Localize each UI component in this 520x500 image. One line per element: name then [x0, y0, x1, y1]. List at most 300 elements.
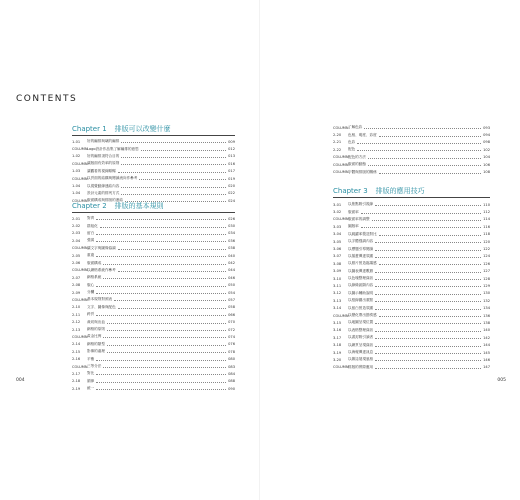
- toc-entry-title: 好的編排與壞的編排: [87, 139, 120, 144]
- toc-entry-page: 078: [228, 349, 235, 354]
- dot-leader: [103, 278, 226, 279]
- toc-entry-page: 038: [228, 246, 235, 251]
- dot-leader: [96, 256, 226, 257]
- chapter2-title: 排版的基本規則: [114, 202, 164, 210]
- toc-entry: [333, 168, 490, 175]
- toc-entry-number: 2-03: [72, 231, 81, 236]
- toc-entry: [72, 182, 235, 189]
- right-page: [260, 0, 520, 500]
- chapter1-heading: [72, 124, 171, 134]
- toc-entry-number: COLUMN: [72, 161, 88, 166]
- toc-entry-title: 黃金比例: [87, 334, 102, 339]
- dot-leader: [139, 179, 226, 180]
- toc-entry-page: 020: [228, 184, 235, 189]
- dot-leader: [96, 315, 226, 316]
- toc-entry-page: 057: [228, 297, 235, 302]
- toc-entry-number: COLUMN: [333, 170, 349, 175]
- dot-leader: [375, 250, 481, 251]
- toc-entry-number: 2-17: [72, 371, 81, 376]
- toc-entry: [72, 296, 235, 303]
- dot-leader: [121, 157, 226, 158]
- toc-entry-number: 3-06: [333, 247, 342, 252]
- toc-entry: [72, 175, 235, 182]
- toc-entry-number: 3-09: [333, 269, 342, 274]
- toc-entry-title: 文字、圖像與配色: [87, 304, 116, 309]
- toc-entry: [72, 237, 235, 244]
- dot-leader: [118, 308, 226, 309]
- toc-entry: [333, 216, 490, 223]
- toc-entry-number: 2-18: [72, 379, 81, 384]
- dot-leader: [96, 234, 226, 235]
- dot-leader: [364, 128, 481, 129]
- toc-entry: [333, 290, 490, 297]
- dot-leader: [375, 338, 481, 339]
- toc-entry-number: 3-02: [333, 210, 342, 215]
- toc-entry-number: 3-17: [333, 335, 342, 340]
- toc-entry-title: 以色塊整理資訊: [348, 276, 374, 281]
- toc-entry-title: 留白: [87, 230, 95, 235]
- toc-entry-title: 裁切與出血: [87, 319, 105, 324]
- toc-entry: [333, 131, 490, 138]
- dot-leader: [375, 286, 481, 287]
- toc-entry: [72, 311, 235, 318]
- toc-entry-page: 144: [483, 343, 490, 348]
- toc-entry: [72, 385, 235, 392]
- dot-leader: [379, 264, 481, 265]
- toc-entry-title: 版面構成: [87, 260, 102, 265]
- dot-leader: [375, 331, 481, 332]
- toc-entry-title: 色彩: [348, 139, 356, 144]
- toc-entry-title: 對比: [87, 371, 95, 376]
- chapter3-title: 排版的應用技巧: [375, 187, 425, 195]
- toc-entry-page: 036: [228, 238, 235, 243]
- toc-entry-title: 網格系統: [87, 275, 102, 280]
- chapter1-list: [72, 138, 235, 205]
- toc-entry: [333, 334, 490, 341]
- toc-entry: [333, 238, 490, 245]
- toc-entry-title: 圖版率: [348, 224, 359, 229]
- toc-entry-number: 3-07: [333, 254, 342, 259]
- toc-entry-page: 088: [228, 379, 235, 384]
- toc-entry-title: 三等分法: [87, 364, 102, 368]
- toc-entry-title: 版心: [87, 282, 95, 287]
- toc-entry-title: 字體與排版的關係: [348, 169, 377, 174]
- toc-entry-page: 017: [228, 169, 235, 174]
- toc-entry-title: 版面構成與排版的連結: [87, 198, 123, 203]
- toc-entry-page: 090: [228, 386, 235, 391]
- toc-entry-title: 以框線圍出重點: [348, 298, 374, 303]
- dot-leader: [375, 353, 481, 354]
- toc-entry-page: 024: [228, 198, 235, 203]
- toc-entry: [72, 326, 235, 333]
- toc-entry-number: 3-15: [333, 320, 342, 325]
- toc-entry: [333, 124, 490, 131]
- dot-leader: [103, 264, 226, 265]
- dot-leader: [375, 257, 481, 258]
- toc-entry-title: 統一: [87, 386, 95, 391]
- toc-entry-page: 094: [483, 133, 490, 138]
- toc-entry-page: 108: [483, 170, 490, 175]
- toc-entry-number: COLUMN: [72, 147, 88, 152]
- dot-leader: [96, 241, 226, 242]
- toc-entry-number: COLUMN: [72, 246, 88, 251]
- toc-entry-title: 韻律: [87, 378, 95, 383]
- toc-entry-title: 設計元素的排列方式: [87, 190, 120, 195]
- toc-entry-number: 2-15: [72, 349, 81, 354]
- dot-leader: [96, 360, 226, 361]
- toc-entry-number: COLUMN: [333, 162, 349, 167]
- toc-entry-page: 122: [483, 247, 490, 252]
- toc-entry-title: 以視覺動線連結內容: [87, 183, 120, 188]
- toc-entry-number: COLUMN: [72, 364, 88, 369]
- toc-entry-title: 分欄: [87, 290, 95, 295]
- toc-entry-title: 以網格系統作參考: [87, 267, 116, 272]
- toc-entry: [333, 349, 490, 356]
- toc-entry: [333, 139, 490, 146]
- toc-entry: [333, 341, 490, 348]
- toc-entry-page: 116: [483, 224, 490, 229]
- toc-entry-title: 基本規則對照表: [87, 297, 113, 302]
- toc-entry-title: 好的編排須符合目的: [87, 153, 120, 158]
- toc-entry: [72, 318, 235, 325]
- toc-entry-number: COLUMN: [333, 365, 349, 370]
- dot-leader: [121, 142, 226, 143]
- toc-entry-title: 以線條區隔內容: [348, 283, 374, 288]
- toc-entry-page: 042: [228, 261, 235, 266]
- toc-entry: [72, 215, 235, 222]
- chapter3-label: Chapter 3: [333, 187, 368, 195]
- toc-entry-title: 強弱: [87, 238, 95, 243]
- toc-entry-title: 讓文字與圖像協調: [87, 245, 116, 250]
- toc-entry-page: 146: [483, 357, 490, 362]
- dot-leader: [375, 346, 481, 347]
- toc-entry-page: 046: [228, 275, 235, 280]
- toc-entry-title: 了解色彩: [348, 125, 363, 130]
- toc-entry-page: 129: [483, 283, 490, 288]
- toc-entry-title: 配色的方法: [348, 154, 366, 159]
- toc-entry-page: 016: [228, 161, 235, 166]
- chapter1-label: Chapter 1: [72, 125, 107, 133]
- toc-entry-page: 118: [483, 232, 490, 237]
- dot-leader: [375, 323, 481, 324]
- toc-entry-number: 2-16: [72, 357, 81, 362]
- toc-entry: [333, 319, 490, 326]
- toc-entry: [333, 282, 490, 289]
- toc-entry-number: 3-08: [333, 261, 342, 266]
- toc-entry: [72, 168, 235, 175]
- toc-entry: [333, 161, 490, 168]
- toc-entry-page: 050: [228, 283, 235, 288]
- dot-leader: [121, 187, 226, 188]
- toc-entry-title: 以跳躍率製造對比: [348, 231, 377, 236]
- toc-entry-title: 以留白營造氛圍: [348, 305, 374, 310]
- toc-entry: [72, 348, 235, 355]
- toc-entry-page: 112: [483, 210, 490, 215]
- toc-entry: [333, 364, 490, 371]
- toc-entry: [333, 201, 490, 208]
- dot-leader: [379, 316, 481, 317]
- toc-entry-title: 以焦點吸引視線: [348, 202, 374, 207]
- dot-leader: [375, 272, 481, 273]
- toc-entry-title: 重複: [87, 253, 95, 258]
- toc-entry-page: 128: [483, 276, 490, 281]
- dot-leader: [96, 293, 226, 294]
- toc-entry-page: 124: [483, 254, 490, 259]
- toc-entry-title: 版面率: [348, 209, 359, 214]
- toc-entry: [72, 259, 235, 266]
- contents-title: CONTENTS: [16, 94, 78, 104]
- toc-entry-number: 3-04: [333, 232, 342, 237]
- dot-leader: [361, 227, 481, 228]
- toc-entry: [72, 245, 235, 252]
- toc-entry-title: 以字體強調內容: [348, 239, 374, 244]
- toc-entry: [72, 370, 235, 377]
- toc-entry: [333, 304, 490, 311]
- toc-entry-title: 以變化帶出節奏感: [348, 313, 377, 318]
- toc-entry-number: COLUMN: [72, 297, 88, 302]
- toc-entry-number: COLUMN: [72, 198, 88, 203]
- toc-entry-number: 3-16: [333, 328, 342, 333]
- toc-entry-number: 3-05: [333, 239, 342, 244]
- toc-entry-page: 054: [228, 290, 235, 295]
- toc-entry: [333, 356, 490, 363]
- dot-leader: [118, 249, 226, 250]
- toc-entry-page: 040: [228, 253, 235, 258]
- toc-entry-page: 138: [483, 320, 490, 325]
- toc-entry-page: 022: [228, 191, 235, 196]
- toc-entry-number: 2-07: [72, 275, 81, 280]
- toc-entry-number: COLUMN: [333, 155, 349, 160]
- chapter2-list: [72, 215, 235, 392]
- toc-entry: [333, 223, 490, 230]
- toc-entry-page: 076: [228, 342, 235, 347]
- toc-entry-title: 排版的實際應用: [348, 364, 374, 369]
- toc-entry-number: 2-09: [72, 290, 81, 295]
- toc-entry-page: 030: [228, 224, 235, 229]
- toc-entry-number: 2-01: [72, 216, 81, 221]
- toc-entry-title: 版面率的調整: [348, 216, 370, 221]
- dot-leader: [375, 294, 481, 295]
- toc-entry-number: 3-12: [333, 291, 342, 296]
- toc-entry: [72, 252, 235, 259]
- dot-leader: [372, 220, 482, 221]
- toc-entry-page: 009: [228, 139, 235, 144]
- toc-entry: [333, 312, 490, 319]
- toc-entry-page: 130: [483, 291, 490, 296]
- toc-entry: [333, 268, 490, 275]
- toc-entry-title: 配色: [348, 147, 356, 152]
- dot-leader: [96, 374, 226, 375]
- toc-entry-page: 106: [483, 162, 490, 167]
- toc-entry-number: 1-02: [72, 154, 81, 159]
- toc-entry-title: 網格的類型: [87, 341, 105, 346]
- toc-entry-number: 1-04: [72, 191, 81, 196]
- toc-entry-page: 084: [228, 371, 235, 376]
- toc-entry-page: 072: [228, 327, 235, 332]
- toc-entry: [333, 275, 490, 282]
- toc-entry: [333, 245, 490, 252]
- dot-leader: [107, 323, 226, 324]
- toc-entry-number: 2-08: [72, 283, 81, 288]
- toc-entry: [333, 327, 490, 334]
- dot-leader: [368, 158, 481, 159]
- left-page-number: 004: [16, 378, 25, 383]
- toc-entry-page: 126: [483, 261, 490, 266]
- toc-entry-number: 2-04: [72, 238, 81, 243]
- toc-entry: [72, 138, 235, 145]
- toc-entry: [72, 160, 235, 167]
- toc-entry: [72, 282, 235, 289]
- toc-entry-title: 群組化: [87, 223, 98, 228]
- toc-entry-number: COLUMN: [72, 268, 88, 273]
- toc-entry-number: 2-05: [72, 253, 81, 258]
- toc-entry-title: 讓觀看的視線順暢: [87, 168, 116, 173]
- dot-leader: [375, 360, 481, 361]
- dot-leader: [118, 172, 226, 173]
- toc-entry-page: 127: [483, 269, 490, 274]
- dot-leader: [141, 150, 226, 151]
- toc-entry-page: 104: [483, 155, 490, 160]
- dot-leader: [357, 150, 481, 151]
- chapter1-rule: [72, 135, 235, 136]
- toc-entry-number: 3-03: [333, 224, 342, 229]
- toc-entry-page: 098: [483, 140, 490, 145]
- toc-entry-number: 2-14: [72, 342, 81, 347]
- chapter3-heading: [333, 186, 425, 196]
- toc-entry-title: 以圖示輔助說明: [348, 290, 374, 295]
- toc-entry-number: 2-10: [72, 305, 81, 310]
- dot-leader: [375, 368, 481, 369]
- dot-leader: [121, 164, 226, 165]
- toc-entry-title: 讓版面有效率的原則: [87, 161, 120, 166]
- toc-entry-number: COLUMN: [333, 217, 349, 222]
- dot-leader: [107, 352, 226, 353]
- toc-entry-page: 026: [228, 216, 235, 221]
- dot-leader: [107, 345, 226, 346]
- toc-entry-page: 110: [483, 202, 490, 207]
- chapter3-rule: [333, 197, 490, 198]
- dot-leader: [379, 136, 481, 137]
- dot-leader: [375, 242, 481, 243]
- chapter3-list: [333, 201, 490, 371]
- toc-entry-title: 以書封吸引讀者: [348, 335, 374, 340]
- toc-entry-number: COLUMN: [72, 176, 88, 181]
- toc-entry-page: 080: [228, 357, 235, 362]
- toc-entry: [72, 230, 235, 237]
- toc-entry-title: 以插畫傳達氛圍: [348, 253, 374, 258]
- toc-entry-page: 134: [483, 306, 490, 311]
- dot-leader: [103, 367, 226, 368]
- dot-leader: [100, 227, 226, 228]
- chapter2-continued-list: [333, 124, 490, 176]
- toc-entry: [72, 289, 235, 296]
- toc-entry-number: 3-14: [333, 306, 342, 311]
- toc-entry-number: 3-18: [333, 343, 342, 348]
- toc-entry-title: 以圖表傳達數據: [348, 268, 374, 273]
- dot-leader: [368, 165, 481, 166]
- toc-entry: [72, 267, 235, 274]
- toc-entry: [72, 145, 235, 152]
- toc-entry-number: 3-01: [333, 202, 342, 207]
- dot-leader: [107, 330, 226, 331]
- toc-entry: [333, 208, 490, 215]
- toc-entry-page: 147: [483, 365, 490, 370]
- toc-entry-title: 色相、明度、彩度: [348, 132, 377, 137]
- toc-entry: [72, 363, 235, 370]
- toc-entry-page: 013: [228, 154, 235, 159]
- toc-entry-number: 2-02: [72, 224, 81, 229]
- toc-entry-number: 2-19: [72, 386, 81, 391]
- toc-entry: [72, 190, 235, 197]
- toc-entry-number: 2-22: [333, 147, 342, 152]
- toc-entry: [72, 304, 235, 311]
- toc-entry-number: 2-21: [333, 140, 342, 145]
- toc-entry-page: 012: [228, 147, 235, 152]
- toc-entry-page: 066: [228, 312, 235, 317]
- toc-entry-number: COLUMN: [333, 125, 349, 130]
- dot-leader: [375, 301, 481, 302]
- dot-leader: [357, 143, 481, 144]
- toc-entry: [72, 341, 235, 348]
- dot-leader: [114, 300, 226, 301]
- toc-entry: [333, 260, 490, 267]
- toc-entry-page: 114: [483, 217, 490, 222]
- toc-entry-title: 以地圖呈現位置: [348, 320, 374, 325]
- toc-entry-page: 083: [228, 364, 235, 369]
- toc-entry-page: 070: [228, 320, 235, 325]
- chapter2-rule: [72, 212, 235, 213]
- toc-entry-number: 3-11: [333, 283, 342, 288]
- dot-leader: [379, 235, 481, 236]
- toc-entry: [72, 333, 235, 340]
- toc-entry-page: 044: [228, 268, 235, 273]
- toc-entry-number: 3-10: [333, 276, 342, 281]
- toc-entry-number: 1-03: [72, 169, 81, 174]
- toc-entry-page: 034: [228, 231, 235, 236]
- toc-entry-title: 以表格整理資訊: [348, 327, 374, 332]
- toc-entry-number: 2-11: [72, 312, 81, 317]
- toc-entry-page: 058: [228, 305, 235, 310]
- toc-entry-page: 019: [228, 176, 235, 181]
- dot-leader: [379, 173, 481, 174]
- dot-leader: [96, 219, 226, 220]
- toc-entry: [333, 231, 490, 238]
- toc-entry: [72, 378, 235, 385]
- toc-entry-page: 145: [483, 350, 490, 355]
- dot-leader: [361, 213, 481, 214]
- toc-entry-page: 093: [483, 125, 490, 130]
- toc-entry-number: 1-04: [72, 184, 81, 189]
- toc-entry-title: 以照片營造臨場感: [348, 261, 377, 266]
- dot-leader: [375, 309, 481, 310]
- dot-leader: [121, 194, 226, 195]
- dot-leader: [375, 279, 481, 280]
- toc-entry-page: 120: [483, 239, 490, 244]
- toc-entry-page: 132: [483, 298, 490, 303]
- dot-leader: [375, 205, 481, 206]
- toc-entry-number: 2-20: [333, 133, 342, 138]
- toc-entry: [72, 222, 235, 229]
- toc-entry-title: 以頁面的結構與閱讀流向作參考: [87, 176, 138, 181]
- toc-entry-number: 3-19: [333, 350, 342, 355]
- toc-entry-title: 以海報傳達訊息: [348, 350, 374, 354]
- toc-entry-title: 對齊: [87, 216, 95, 221]
- dot-leader: [118, 271, 226, 272]
- dot-leader: [96, 286, 226, 287]
- toc-entry: [333, 253, 490, 260]
- toc-entry-title: 平衡: [87, 356, 95, 361]
- toc-entry-title: 網格的原則: [87, 327, 105, 332]
